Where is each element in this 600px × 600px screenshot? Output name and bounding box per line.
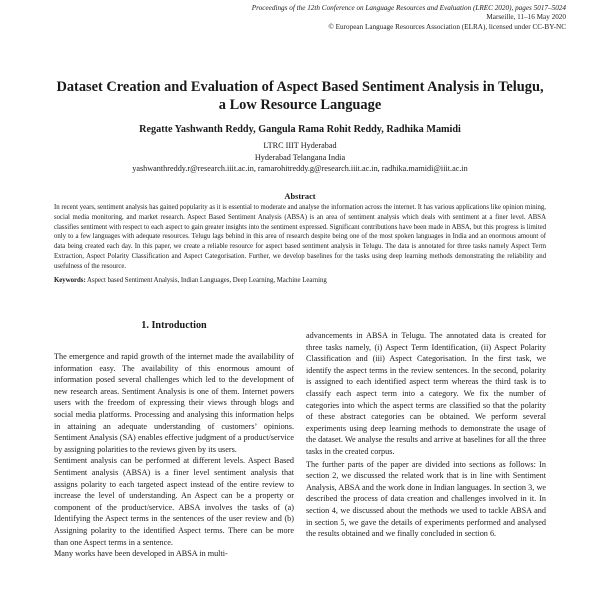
keywords-label: Keywords: (54, 277, 86, 284)
license-line: © European Language Resources Association (ELRA), licensed under CC-BY-NC (328, 22, 566, 31)
abstract-text: In recent years, sentiment analysis has gained popularity as it is essential to moderate and analyse the information across the internet. It has various applications like opinion mining, social media monitoring, and market research. Aspect Based Sentiment Analysis (ABSA) is an area of sentiment analysis which deals with sentiment at a finer level. ABSA classifies sentiment with respect to each aspect to gain greater insights into the sentiment expressed. Significant contributions have been made in ABSA, but this progress is limited only to a few languages with adequate resources. Telugu lags behind in this area of research despite being one of the most spoken languages in India and an enormous amount of data being created each day. In this paper, we create a reliable resource for aspect based sentiment analysis in Telugu. The data is annotated for three tasks namely Aspect Term Extraction, Aspect Polarity Classification and Aspect Categorisation. Further, we develop baselines for the tasks using deep learning methods demonstrating the reliability and usefulness of the resource. (54, 204, 546, 270)
conference-line-2: Marseille, 11–16 May 2020 (486, 13, 566, 22)
intro-paragraph-4: advancements in ABSA in Telugu. The annotated data is created for three tasks namely, (i) Aspect Term Identification, (ii) Aspect Polarity Classification and (iii) Aspect Categorisation. In the first task, we identify the aspect terms in the review sentences. In the second, polarity is assigned to each identified aspect term whereas the third task is to classify each aspect term into a category. We fix the number of categories into which the aspect terms are classified so that the polarity of these abstract categories can be obtained. We perform several experiments using deep learning methods to demonstrate the usage of the dataset. We analyse the results and arrive at baselines for all the three tasks in the created corpus. (306, 331, 546, 456)
affiliation-place: Hyderabad Telangana India (254, 152, 346, 162)
keywords-text: Aspect based Sentiment Analysis, Indian Languages, Deep Learning, Machine Learning (87, 277, 327, 284)
intro-paragraph-3: Many works have been developed in ABSA in multi- (54, 549, 228, 559)
affiliation-org: LTRC IIIT Hyderabad (263, 141, 337, 150)
conference-line-1: Proceedings of the 12th Conference on Language Resources and Evaluation (LREC 2020), pages 5017–5024 (251, 4, 566, 12)
right-column (306, 330, 546, 600)
keywords (54, 277, 546, 284)
left-column (54, 351, 294, 600)
conference-header (146, 4, 566, 32)
paper-title-line-2: a Low Resource Language (218, 97, 382, 113)
paper-title (40, 78, 560, 114)
intro-paragraph-2: Sentiment analysis can be performed at different levels. Aspect Based Sentiment analysis (ABSA) is a finer level sentiment analysis that assigns polarity to each targeted aspect instead of the entire review to increase the level of understanding. An Aspect can be a property or component of the product/service. ABSA involves the tasks of (a) Identifying the Aspect terms in the sentences of the user review and (b) Assigning polarity to the identified Aspect terms. There can be more than one Aspect terms in a sentence. (54, 456, 294, 547)
author-emails: yashwanthreddy.r@research.iiit.ac.in, ramarohitreddy.g@research.iiit.ac.in, radhika.mamidi@iiit.ac.in (132, 164, 468, 174)
affiliation (40, 140, 560, 175)
intro-paragraph-1: The emergence and rapid growth of the internet made the availability of information easy. The availability of this enormous amount of information posed several challenges which led to the development of new research areas. Sentiment Analysis is one of them. Internet powers users with the freedom of expressing their views through blogs and social media platforms. Processing and analysing this information helps in attaining an adequate understanding of customers’ opinions. Sentiment Analysis (SA) enables effective judgment of a product/service by assigning polarities to the reviews given by its users. (54, 352, 294, 454)
intro-paragraph-5: The further parts of the paper are divided into sections as follows: In section 2, we discussed the related work that is in line with Sentiment Analysis, ABSA and the work done in Indian languages. In section 3, we described the process of data creation and challenges involved in it. In section 4, we discussed about the methods we used to tackle ABSA and in section 5, we gave the details of experiments performed and analysed the results obtained and we finally concluded in section 6. (306, 459, 546, 539)
abstract-heading: Abstract (284, 192, 316, 201)
introduction-heading: 1. Introduction (141, 320, 207, 331)
author-list: Regatte Yashwanth Reddy, Gangula Rama Rohit Reddy, Radhika Mamidi (139, 124, 461, 135)
paper-title-line-1: Dataset Creation and Evaluation of Aspect Based Sentiment Analysis in Telugu, (56, 79, 544, 95)
